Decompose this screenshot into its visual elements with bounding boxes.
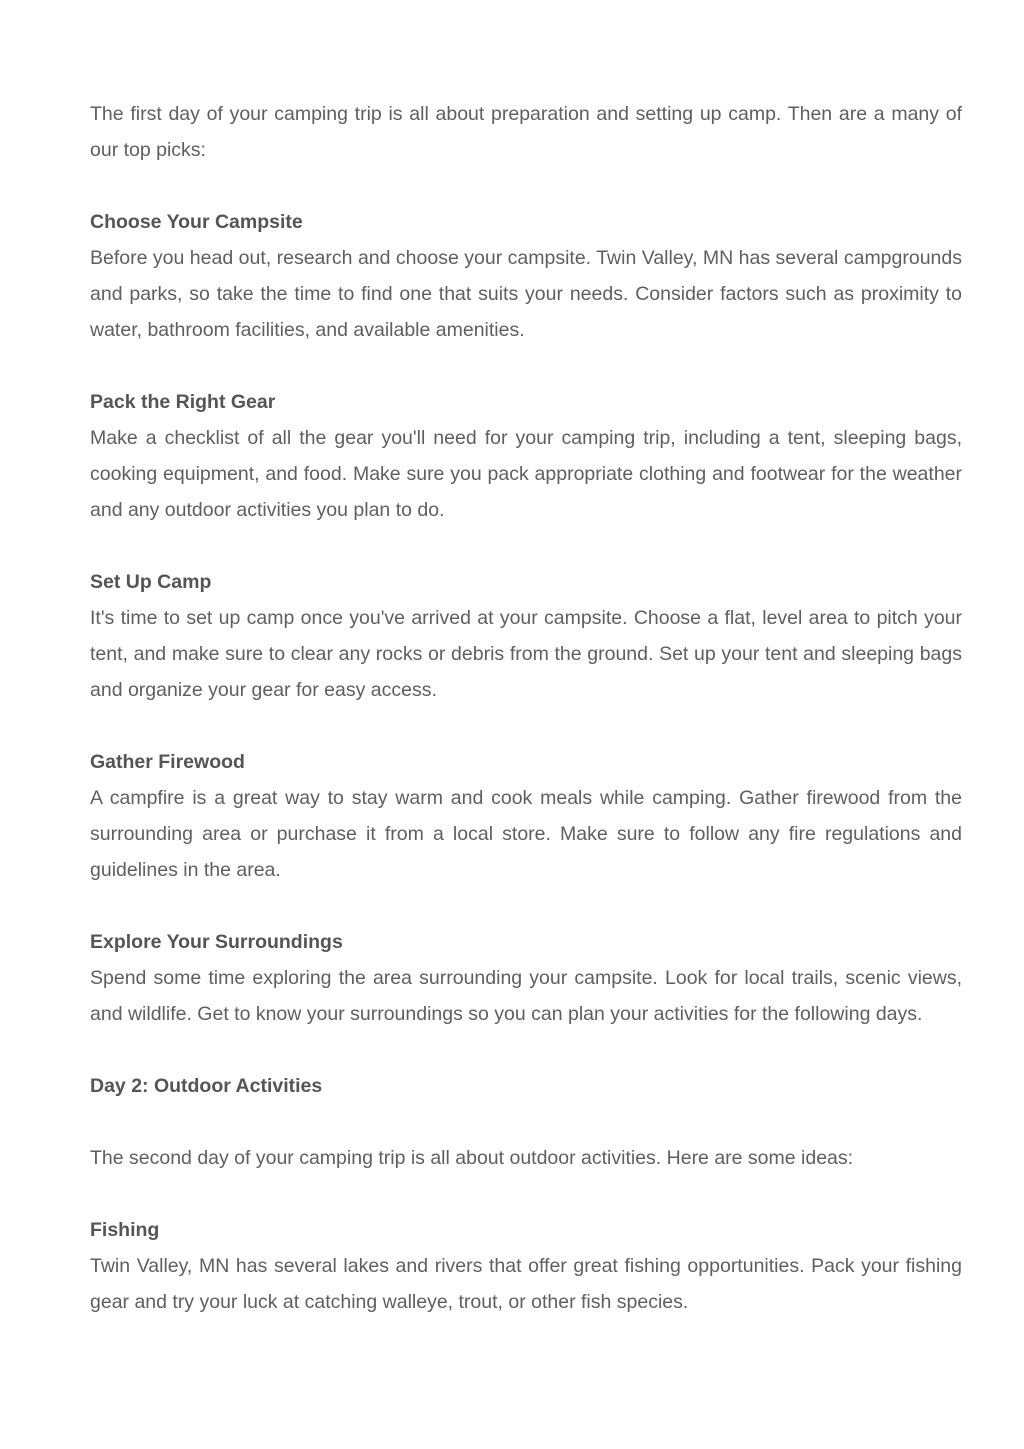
section-choose-campsite <box>90 204 962 348</box>
section-pack-gear <box>90 384 962 528</box>
section-body: A campfire is a great way to stay warm and cook meals while camping. Gather firewood from the surrounding area or purchase it from a local store. Make sure to follow any fire regulations and guidelines in the area. <box>90 787 962 881</box>
section-heading: Explore Your Surroundings <box>90 931 343 953</box>
section-body: Make a checklist of all the gear you'll need for your camping trip, including a tent, sleeping bags, cooking equipment, and food. Make sure you pack appropriate clothing and footwear for the weather and any outdoor activities you plan to do. <box>90 427 962 521</box>
section-set-up-camp <box>90 564 962 708</box>
section-body: Before you head out, research and choose your campsite. Twin Valley, MN has several campgrounds and parks, so take the time to find one that suits your needs. Consider factors such as proximity to water, bathroom facilities, and available amenities. <box>90 247 962 341</box>
section-explore-surroundings <box>90 924 962 1032</box>
document-page <box>90 96 962 1356</box>
section-heading: Set Up Camp <box>90 571 212 593</box>
section-gather-firewood <box>90 744 962 888</box>
day2-heading: Day 2: Outdoor Activities <box>90 1075 323 1097</box>
section-heading: Pack the Right Gear <box>90 391 276 413</box>
section-heading: Fishing <box>90 1219 160 1241</box>
section-heading: Gather Firewood <box>90 751 245 773</box>
section-body: Twin Valley, MN has several lakes and rivers that offer great fishing opportunities. Pack your fishing gear and try your luck at catching walleye, trout, or other fish species. <box>90 1255 962 1313</box>
section-body: It's time to set up camp once you've arrived at your campsite. Choose a flat, level area to pitch your tent, and make sure to clear any rocks or debris from the ground. Set up your tent and sleeping bags and organize your gear for easy access. <box>90 607 962 701</box>
section-body: Spend some time exploring the area surrounding your campsite. Look for local trails, scenic views, and wildlife. Get to know your surroundings so you can plan your activities for the following days. <box>90 967 962 1025</box>
intro-paragraph: The first day of your camping trip is all about preparation and setting up camp. Then are a many of our top picks: <box>90 103 962 161</box>
day2-intro-paragraph: The second day of your camping trip is all about outdoor activities. Here are some ideas: <box>90 1147 854 1169</box>
section-fishing <box>90 1212 962 1320</box>
section-heading: Choose Your Campsite <box>90 211 303 233</box>
